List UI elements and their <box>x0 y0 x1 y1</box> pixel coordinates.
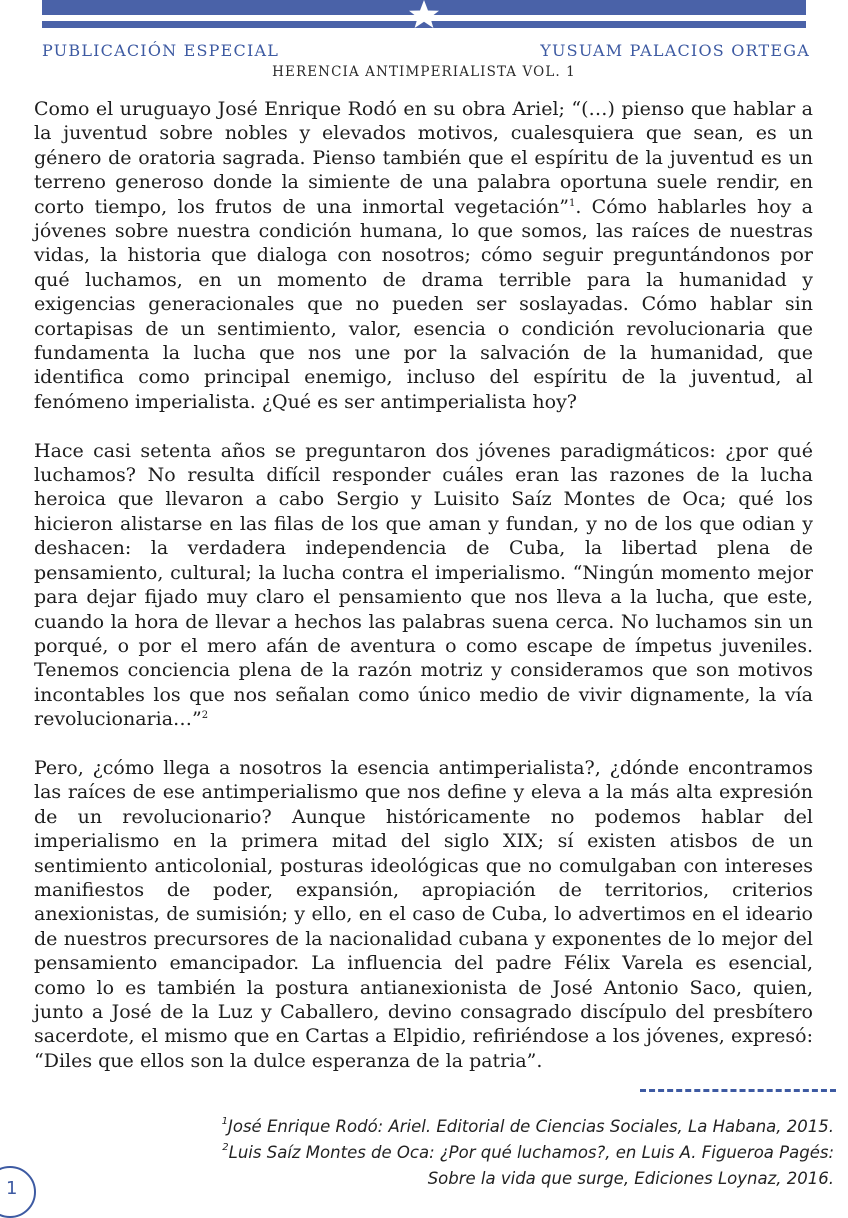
page-number-badge <box>0 1166 36 1218</box>
footnote-1 <box>134 1114 834 1140</box>
footnote-1-number: 1 <box>221 1116 228 1127</box>
paragraph-2-text: Hace casi setenta años se preguntaron dos jóvenes paradigmáticos: ¿por qué luchamos? No resulta difícil responder cuáles eran las razones de la lucha heroica que llevaron a cabo Sergio y Luisito Saíz Montes de Oca; qué los hicieron alistarse en las filas de los que aman y fundan, y no de los que odian y deshacen: la verdadera independencia de Cuba, la libertad plena de pensamiento, cultural; la lucha contra el imperialismo. “Ningún momento mejor para dejar fijado muy claro el pensamiento que nos lleva a la lucha, que este, cuando la hora de llevar a hechos las palabras suena cerca. No luchamos sin un porqué, o por el mero afán de aventura o como escape de ímpetus juveniles. Tenemos conciencia plena de la razón motriz y consideramos que son motivos incontables los que nos señalan como único medio de vivir dignamente, la vía revolucionaria…” <box>34 439 813 731</box>
footnote-2-number: 2 <box>222 1142 229 1153</box>
volume-title: HERENCIA ANTIMPERIALISTA VOL. 1 <box>272 64 576 80</box>
footnote-2-text-line-2: Sobre la vida que surge, Ediciones Loynaz, 2016. <box>427 1169 834 1188</box>
paragraph-1-text-b: . Cómo hablarles hoy a jóvenes sobre nuestra condición humana, lo que somos, las raíces de nuestras vidas, la historia que dialoga con nosotros; cómo seguir preguntándonos por qué luchamos, en un momento de drama terrible para la humanidad y exigencias generacionales que no pueden ser soslayadas. Cómo hablar sin cortapisas de un sentimiento, valor, esencia o condición revolucionaria que fundamenta la lucha que nos une por la salvación de la humanidad, que identifica como principal enemigo, incluso del espíritu de la juventud, al fenómeno imperialista. ¿Qué es ser antimperialista hoy? <box>34 195 813 413</box>
page-number: 1 <box>6 1178 18 1199</box>
footnotes <box>134 1114 834 1192</box>
paragraph-3: Pero, ¿cómo llega a nosotros la esencia antimperialista?, ¿dónde encontramos las raíces de ese antimperialismo que nos define y eleva a la más alta expresión de un revolucionario? Aunque históricamente no podemos hablar del imperialismo en la primera mitad del siglo XIX; sí existen atisbos de un sentimiento anticolonial, posturas ideológicas que no comulgaban con intereses manifiestos de poder, expansión, apropiación de territorios, criterios anexionistas, de sumisión; y ello, en el caso de Cuba, lo advertimos en el ideario de nuestros precursores de la nacionalidad cubana y exponentes de lo mejor del pensamiento emancipador. La influencia del padre Félix Varela es esencial, como lo es también la postura antianexionista de José Antonio Saco, quien, junto a José de la Luz y Caballero, devino consagrado discípulo del presbítero sacerdote, el mismo que en Cartas a Elpidio, refiriéndose a los jóvenes, expresó: “Diles que ellos son la dulce esperanza de la patria”. <box>34 756 813 1072</box>
footnote-ref-2: 2 <box>201 710 209 722</box>
author-name: YUSUAM PALACIOS ORTEGA <box>540 41 810 60</box>
footnote-divider <box>640 1089 836 1092</box>
paragraph-2 <box>34 439 813 732</box>
paragraph-1-text-a: Como el uruguayo José Enrique Rodó en su obra Ariel; “(…) pienso que hablar a la juventud sobre nobles y elevados motivos, cualesquiera que sean, es un género de oratoria sagrada. Pienso también que el espíritu de la juventud es un terreno generoso donde la simiente de una palabra oportuna suele rendir, en corto tiempo, los frutos de una inmortal vegetación” <box>34 98 813 218</box>
footnote-2 <box>134 1140 834 1192</box>
paragraph-1 <box>34 97 813 414</box>
header-band <box>42 0 806 34</box>
article-body <box>34 97 813 1098</box>
footnote-2-text-line-1: Luis Saíz Montes de Oca: ¿Por qué luchamos?, en Luis A. Figueroa Pagés: <box>228 1143 834 1162</box>
footnote-ref-1: 1 <box>568 197 576 209</box>
footnote-1-text: José Enrique Rodó: Ariel. Editorial de Ciencias Sociales, La Habana, 2015. <box>228 1117 834 1136</box>
publication-label: PUBLICACIÓN ESPECIAL <box>42 41 280 60</box>
